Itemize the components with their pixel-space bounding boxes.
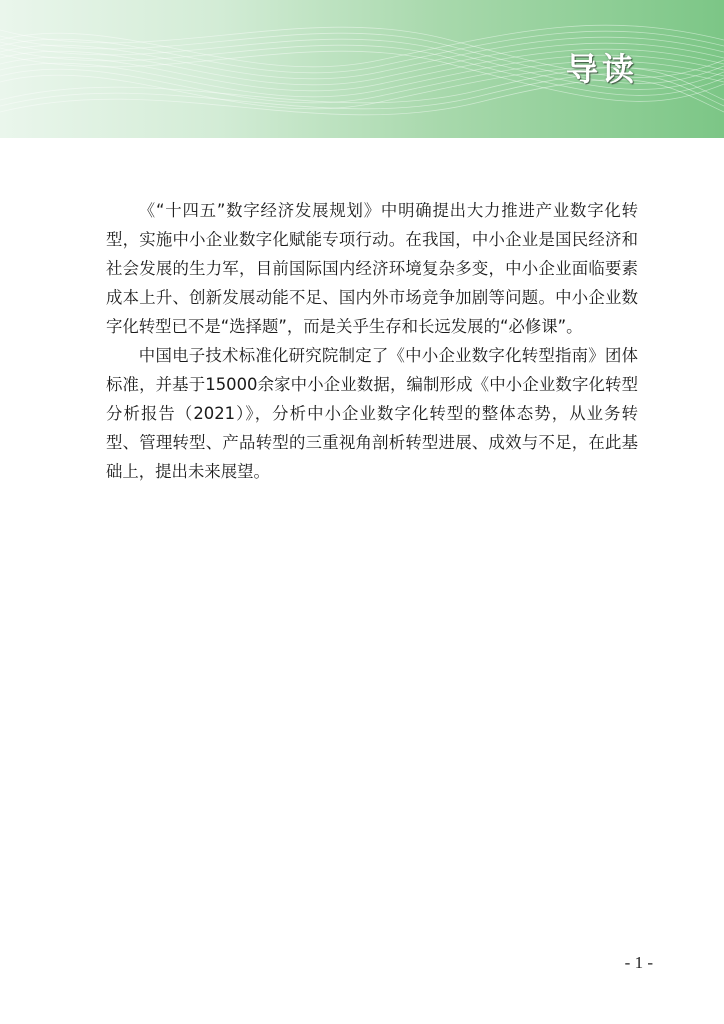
paragraph-2: 中国电子技术标准化研究院制定了《中小企业数字化转型指南》团体标准，并基于15000余家中小企业数据，编制形成《中小企业数字化转型分析报告（2021）》，分析中小企业数字化转型的整体态势，从业务转型、管理转型、产品转型的三重视角剖析转型进展、成效与不足，在此基础上，提出未来展望。 xyxy=(106,346,638,481)
page-number: - 1 - xyxy=(624,953,653,972)
paragraph-1: 《“十四五”数字经济发展规划》中明确提出大力推进产业数字化转型，实施中小企业数字化赋能专项行动。在我国，中小企业是国民经济和社会发展的生力军，目前国际国内经济环境复杂多变，中小企业面临要素成本上升、创新发展动能不足、国内外市场竞争加剧等问题。中小企业数字化转型已不是“选择题”，而是关乎生存和长远发展的“必修课”。 xyxy=(106,201,638,336)
page-title: 导读 xyxy=(565,50,638,88)
header-banner xyxy=(0,0,724,138)
body-content xyxy=(106,196,638,486)
